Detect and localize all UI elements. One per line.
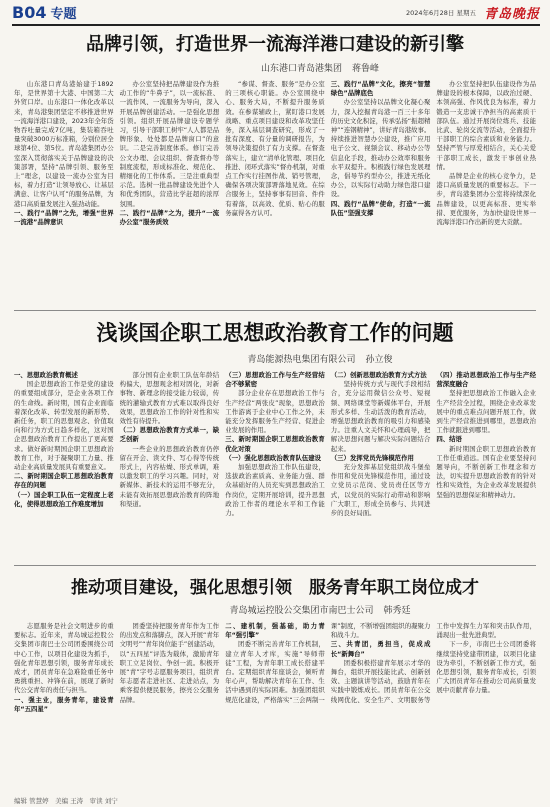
body-paragraph: 团委坚持把服务青年作为工作的出发点和落脚点，深入开展“青年文明号”“青年岗位能手”创建活动，以“五四星”评选为载体，激励青年职工立足岗位、争创一流。积极开展“青”字号志愿服务项目，组织青年志愿者走进社区、走进站点，为乘客提供便民服务，擦亮公交服务品牌。 [119, 622, 220, 704]
section-code: B04 [12, 2, 47, 22]
body-subheading: （二）创新思想政治教育方式方法 [330, 371, 427, 379]
article-byline [14, 352, 536, 365]
body-paragraph: 部分企业存在思想政治工作与生产经营“两张皮”现象，思想政治工作游离于企业中心工作之外，未能充分发挥服务生产经营、促进企业发展的作用。 [225, 389, 325, 435]
body-paragraph: 办公室坚持以品牌文化凝心聚力，深入挖掘青岛港一百三十多年的历史文化积淀，传承弘扬“振超精神”“连钢精神”，讲好青岛港故事。持续推进智慧办公建设，推广应用电子公文、视频会议、移动办公等信息化手段，推动办公效率和服务水平双提升。积极践行绿色发展理念，倡导节约型办公，推进无纸化办公，以实际行动助力绿色港口建设。 [330, 98, 431, 199]
article-title: 品牌引领，打造世界一流海洋港口建设的新引擎 [86, 34, 464, 55]
article-byline [14, 603, 536, 616]
body-subheading: 一、践行“品牌”之先，增强“世界一流港”品牌意识 [14, 208, 114, 227]
article-title: 推动项目建设，强化思想引领 服务青年职工岗位成才 [71, 578, 479, 598]
body-subheading: 四、结语 [436, 435, 462, 444]
body-subheading: 二、新时期国企职工思想政治教育存在的问题 [14, 472, 114, 490]
body-subheading: 二、践行“品牌”之为，提升“一流办公室”服务质效 [119, 208, 220, 227]
page-header [12, 0, 540, 26]
body-paragraph: 品牌是企业的核心竞争力，是港口高质量发展的重要标志。下一步，青岛港集团办公室将持续深化品牌建设，以更高标准、更实举措、更优服务，为加快建设世界一流海洋港口作出新的更大贡献。 [436, 172, 536, 227]
body-subheading: 四、践行“品牌”使命，打造“一流队伍”坚强支撑 [330, 199, 431, 217]
body-paragraph: 团委不断完善青年工作机制，建立青年人才库，实施“导师带徒”工程，为青年职工成长搭建平台。定期组织青年座谈会，倾听青年心声，帮助解决青年在工作、生活中遇到的实际困难。加强团组织规范化建设，严格落实“三会两制一课”制度，不断增强团组织的凝聚力和战斗力。 [225, 622, 431, 704]
body-paragraph: 下一步，市南巴士公司团委将继续坚持党建带团建，以项目化建设为牵引，不断创新工作方式，强化思想引领，服务青年成长，引领广大团员青年在推动公司高质量发展中贡献青春力量。 [436, 640, 536, 695]
body-paragraph: 坚持传统方式与现代手段相结合，充分运用微信公众号、短视频、网络课堂等新媒体平台，开展形式多样、生动活泼的教育活动，增强思想政治教育的吸引力和感染力。注重人文关怀和心理疏导，把解决思想问题与解决实际问题结合起来。 [330, 380, 431, 453]
body-subheading: 二、建机制，强基础，助力青年“强引擎” [225, 622, 325, 640]
body-subheading: 三、共青团，勇担当，促成成长“新舞台” [330, 640, 431, 658]
body-subheading: 一、思想政治教育概述 [14, 371, 78, 379]
page-footer-credits: 编辑 管慧婷 美编 王涛 审读 刘宁 [14, 797, 118, 805]
newspaper-logo: 青岛晚报 [483, 6, 540, 22]
section-name: 专题 [50, 6, 77, 22]
byline-author: 蒋鲁峰 [352, 64, 380, 74]
body-subheading: 三、新时期国企职工思想政治教育优化对策 [225, 435, 325, 453]
body-subheading: （一）国企职工队伍一定程度上老化，使得思想政治工作难度增加 [14, 490, 114, 508]
article-political-education [14, 317, 536, 518]
article-byline [14, 61, 536, 74]
article-body [14, 80, 536, 227]
body-paragraph: 一些企业的思想政治教育仍停留在开会、读文件、写心得等传统形式上，内容枯燥、形式单调，难以激发职工的学习兴趣。同时，对新媒体、新技术的运用不够充分，未能有效拓展思想政治教育的阵地和渠道。 [119, 444, 220, 508]
masthead [406, 3, 540, 22]
article-body [14, 371, 536, 518]
body-subheading: （三）思想政治工作与生产经营结合不够紧密 [225, 371, 325, 389]
byline-author: 孙立俊 [365, 355, 393, 365]
body-paragraph: 办公室坚持把品牌建设作为推动工作的“牛鼻子”，以一流标准、一流作风、一流服务为导向，深入开展品牌创建活动。一是强化思想引领。组织开展品牌建设专题学习，引导干部职工树牢“人人都是品牌形象、处处都是品牌窗口”的意识。二是完善制度体系。修订完善公文办理、会议组织、督查督办等制度流程，形成标准化、规范化、精细化的工作体系。三是注重典型示范。选树一批品牌建设先进个人和优秀团队，营造比学赶超的浓厚氛围。 [119, 80, 220, 208]
body-paragraph: 山东港口青岛港始建于1892年，是世界第十大港、中国第二大外贸口岸。山东港口一体化改革以来，青岛港集团坚定不移推进世界一流海洋港口建设，2023年全年货物吞吐量完成7亿吨，集装箱吞吐量突破3000万标准箱，分别位居全球第4位、第5位。青岛港集团办公室深入贯彻落实关于品牌建设的决策部署，坚持“品牌引领、服务至上”理念，以建设一流办公室为目标，着力打造“让领导放心、让基层满意、让客户认可”的服务品牌，为港口高质量发展注入强劲动能。 [14, 80, 114, 208]
byline-organization: 青岛能源热电集团有限公司 [247, 355, 356, 365]
body-paragraph: 新时期国企职工思想政治教育工作任重道远。国有企业要坚持问题导向，不断创新工作理念和方法，切实提升思想政治教育的针对性和实效性，为企业改革发展提供坚强的思想保证和精神动力。 [436, 444, 536, 499]
article-body [14, 622, 536, 714]
body-subheading: （四）推动思想政治工作与生产经营深度融合 [436, 371, 536, 389]
body-subheading: 一、强主业，服务青年，建设青年“五四星” [14, 695, 114, 713]
body-subheading: （一）强化思想政治教育队伍建设 [225, 453, 322, 462]
body-subheading: （三）发挥党员先锋模范作用 [330, 453, 414, 462]
body-paragraph: “参谋、督查、服务”是办公室的三项核心职能。办公室围绕中心、服务大局，不断提升服务质效。在参谋辅政上，紧盯港口发展战略、重点项目建设和改革攻坚任务，深入基层调查研究，形成了一批有深度、有分量的调研报告，为领导决策提供了有力支撑。在督查落实上，建立“清单化管理、项目化推进、闭环式落实”督办机制，对重点工作实行挂图作战、销号管理，确保各项决策部署落地见效。在综合服务上，坚持事事有回音、件件有着落，以高效、优质、贴心的服务赢得各方认可。 [225, 80, 325, 217]
body-paragraph: 部分国有企业职工队伍年龄结构偏大，思想观念相对固化，对新事物、新理念的接受能力较弱，传统的灌输式教育方式难以取得良好效果，思想政治工作的针对性和实效性有待提升。 [119, 371, 220, 426]
body-paragraph: 办公室坚持把队伍建设作为品牌建设的根本保障，以政治过硬、本领高强、作风优良为标准，着力锻造一支忠诚干净担当的高素质干部队伍。通过开展岗位练兵、技能比武、轮岗交流等活动，全面提升干部职工的综合素质和业务能力。坚持严管与厚爱相结合，关心关爱干部职工成长，激发干事创业热情。 [436, 80, 536, 171]
issue-date: 2024年6月28日 星期五 [405, 8, 476, 17]
byline-organization: 山东港口青岛港集团 [260, 64, 342, 74]
body-paragraph: 志愿服务是社会文明进步的重要标志。近年来，青岛城运控股公交集团市南巴士公司团委围绕公司中心工作，以项目化建设为抓手，强化青年思想引领，服务青年成长成才，团员青年在急难险重任务中勇挑重担、冲锋在前，展现了新时代公交青年的责任与担当。 [14, 622, 114, 695]
section-label [12, 3, 76, 22]
body-paragraph: 充分发挥基层党组织战斗堡垒作用和党员先锋模范作用，通过设立党员示范岗、党员责任区等方式，以党员的实际行动带动和影响广大职工，形成全员参与、共同进步的良好局面。 [330, 463, 431, 518]
article-divider [14, 565, 536, 566]
body-subheading: 三、践行“品牌”文化，擦亮“智慧绿色”品牌底色 [330, 80, 431, 98]
byline-organization: 青岛城运控股公交集团市南巴士公司 [229, 606, 374, 616]
body-paragraph: 加强思想政治工作队伍建设，选拔政治素质高、业务能力强、群众基础好的人员充实到思想政治工作岗位，定期开展培训，提升思想政治工作者的理论水平和工作能力。 [225, 463, 325, 518]
body-paragraph: 团委积极搭建青年展示才华的舞台，组织开展技能比武、创新创效、主题演讲等活动，鼓励青年在实践中锻炼成长。团员青年在公交线网优化、安全生产、文明服务等工作中发挥生力军和突击队作用，涌现出一批先进典型。 [330, 622, 536, 704]
article-youth-service [14, 573, 536, 714]
article-title: 浅谈国企职工思想政治教育工作的问题 [96, 321, 454, 345]
article-divider [14, 310, 536, 311]
byline-author: 韩秀廷 [383, 606, 411, 616]
article-brand-leadership [14, 30, 536, 227]
body-paragraph: 坚持把思想政治工作融入企业生产经营全过程，围绕企业改革发展中的重点难点问题开展工作，做到生产经营推进到哪里，思想政治工作就跟进到哪里。 [436, 389, 536, 435]
body-paragraph: 国企思想政治工作是党的建设的重要组成部分，是企业各项工作的生命线。新时期，国有企业面临着深化改革、转型发展的新形势、新任务，职工的思想观念、价值取向和行为方式日趋多样化，这对国企思想政治教育工作提出了更高要求。做好新时期国企职工思想政治教育工作，对于凝聚职工力量、推动企业高质量发展具有重要意义。 [14, 380, 114, 472]
body-subheading: （二）思想政治教育方式单一，缺乏创新 [119, 426, 220, 444]
